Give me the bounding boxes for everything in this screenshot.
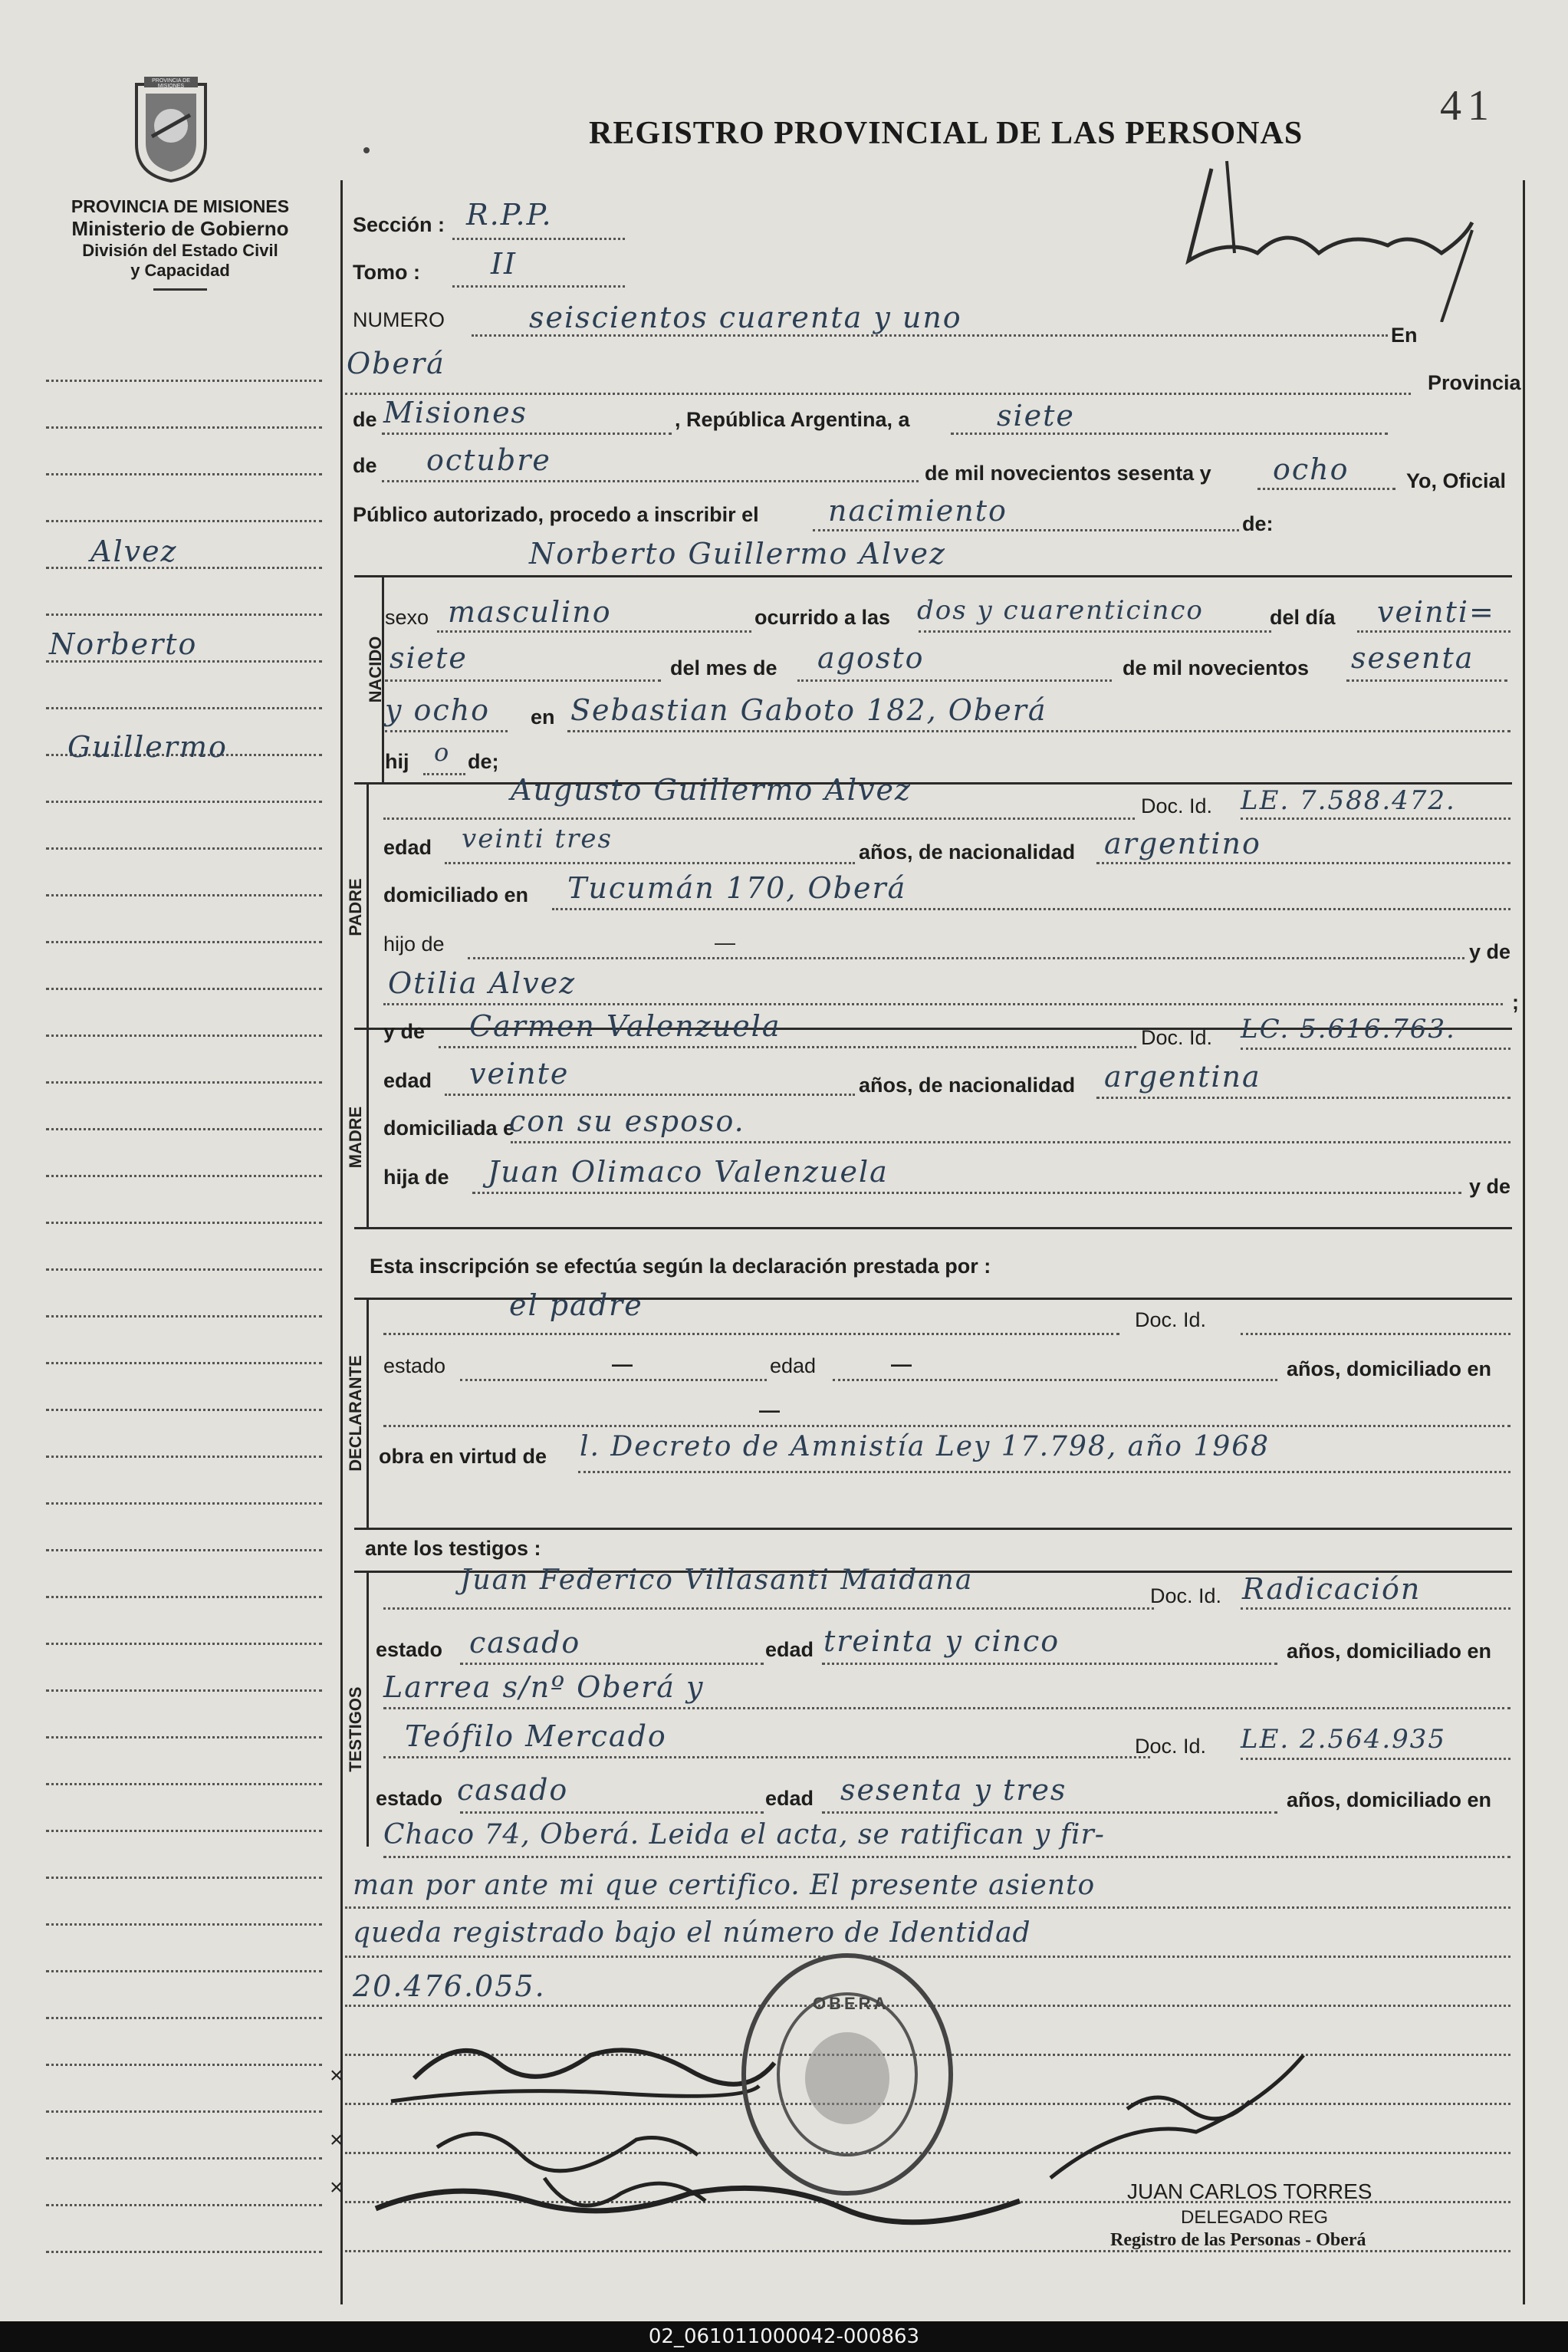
closing-line-1: Chaco 74, Oberá. Leida el acta, se ratifican y fir- [383, 1819, 1105, 1850]
division-name: División del Estado Civil [82, 241, 278, 260]
section-label-nacido: NACIDO [366, 636, 385, 703]
label-yo-oficial: Yo, Oficial [1406, 469, 1507, 492]
label-de-provincia: de [353, 408, 377, 431]
value-obra: l. Decreto de Amnistía Ley 17.798, año 1968 [580, 1431, 1271, 1462]
value-declarante: el padre [509, 1288, 643, 1322]
value-mes-nac: agosto [817, 641, 925, 675]
margin-first-name: Norberto [49, 627, 198, 661]
label-padre-hijo-de: hijo de [383, 933, 445, 956]
closing-line-2: man por ante mi que certifico. El presente asiento [353, 1870, 1096, 1901]
value-anio-nac-a: sesenta [1351, 641, 1474, 675]
value-testigo1-doc: Radicación [1242, 1572, 1422, 1606]
label-testigo2-edad: edad [765, 1787, 814, 1810]
value-anio: ocho [1273, 452, 1349, 486]
label-ocurrido: ocurrido a las [754, 606, 891, 629]
value-madre-doc: LC. 5.616.763. [1241, 1014, 1456, 1044]
value-mes: octubre [426, 443, 551, 477]
value-padre-nombre: Augusto Guillermo Alvez [511, 773, 912, 807]
label-sexo: sexo [385, 606, 429, 629]
label-decl-estado: estado [383, 1354, 446, 1377]
label-seccion: Sección : [353, 213, 445, 236]
label-mil-novecientos: de mil novecientos sesenta y [925, 462, 1211, 485]
official-role: DELEGADO REG [1181, 2207, 1329, 2228]
margin-middle-name: Guillermo [67, 730, 228, 764]
label-decl-anos-dom: años, domiciliado en [1287, 1357, 1492, 1380]
value-nombre: Norberto Guillermo Alvez [529, 537, 947, 571]
ministry-name: Ministerio de Gobierno [71, 217, 289, 240]
label-republica: , República Argentina, a [675, 408, 910, 431]
value-madre-edad: veinte [469, 1057, 570, 1090]
value-decl-edad: — [891, 1353, 912, 1376]
header-rule [153, 288, 207, 291]
value-dia-nac-b: siete [390, 641, 468, 675]
section-top-nacido [354, 575, 1512, 577]
label-obra: obra en virtud de [379, 1445, 547, 1468]
division-name-2: y Capacidad [130, 261, 230, 280]
closing-line-4: 20.476.055. [353, 1969, 546, 2003]
province-header [31, 196, 330, 291]
value-testigo2: Teófilo Mercado [405, 1719, 667, 1753]
label-ante-testigos: ante los testigos : [365, 1537, 541, 1560]
label-padre-dom: domiciliado en [383, 883, 529, 906]
value-testigo2-doc: LE. 2.564.935 [1241, 1724, 1447, 1755]
label-testigo1-edad: edad [765, 1638, 814, 1661]
label-de-mes: de [353, 454, 377, 477]
label-hij: hij [385, 750, 409, 773]
value-dia: siete [997, 399, 1075, 433]
province-name: PROVINCIA DE MISIONES [71, 196, 290, 216]
official-signature-top [1135, 146, 1487, 322]
official-name: JUAN CARLOS TORRES [1127, 2179, 1372, 2203]
label-madre-anos: años, de nacionalidad [859, 1074, 1076, 1097]
label-madre-edad: edad [383, 1069, 432, 1092]
value-padre-dom: Tucumán 170, Oberá [567, 871, 907, 905]
label-testigo2-estado: estado [376, 1787, 443, 1810]
label-testigo1-estado: estado [376, 1638, 443, 1661]
value-anio-nac-b: y ocho [385, 693, 491, 727]
label-de-semi: de; [468, 750, 499, 773]
label-madre-y-de: y de [383, 1020, 426, 1043]
value-provincia: Misiones [383, 396, 528, 429]
document-title: REGISTRO PROVINCIAL DE LAS PERSONAS [589, 116, 1303, 151]
value-padre-hijo-de: — [715, 931, 735, 954]
label-padre-edad: edad [383, 836, 432, 859]
value-testigo1-dom: Larrea s/nº Oberá y [383, 1670, 705, 1704]
value-madre-hija-de: Juan Olimaco Valenzuela [488, 1155, 889, 1189]
label-testigo1-doc: Doc. Id. [1150, 1584, 1222, 1607]
signature-mark-2: × [330, 2127, 344, 2153]
section-top-inscripcion [354, 1227, 1512, 1229]
dot-mark [363, 147, 370, 153]
stamp-text: OBERA [813, 1994, 889, 2013]
value-padre-edad: veinti tres [462, 824, 613, 854]
section-label-declarante: DECLARANTE [346, 1355, 365, 1472]
closing-line-3: queda registrado bajo el número de Identidad [353, 1917, 1031, 1949]
label-madre-hija-de: hija de [383, 1166, 449, 1189]
value-numero: seiscientos cuarenta y uno [529, 301, 962, 334]
official-office: Registro de las Personas - Oberá [1110, 2230, 1366, 2250]
label-publico: Público autorizado, procedo a inscribir el [353, 503, 759, 526]
signature-mark-1: × [330, 2063, 344, 2088]
section-top-testigos [354, 1528, 1512, 1530]
label-madre-doc: Doc. Id. [1141, 1026, 1213, 1049]
value-madre-nac: argentina [1104, 1060, 1261, 1094]
value-padre-nac: argentino [1104, 827, 1261, 860]
label-inscripcion: Esta inscripción se efectúa según la declaración prestada por : [370, 1255, 991, 1278]
label-testigo2-doc: Doc. Id. [1135, 1735, 1207, 1758]
label-testigo2-anos-dom: años, domiciliado en [1287, 1788, 1492, 1811]
label-padre-doc: Doc. Id. [1141, 794, 1213, 817]
label-padre-anos: años, de nacionalidad [859, 840, 1076, 863]
section-label-madre: MADRE [346, 1106, 365, 1169]
value-testigo2-edad: sesenta y tres [840, 1773, 1067, 1807]
value-lugar-nac: Sebastian Gaboto 182, Oberá [570, 693, 1047, 727]
value-testigo2-estado: casado [457, 1773, 569, 1807]
official-signature [1035, 2025, 1357, 2193]
margin-surname: Alvez [90, 535, 178, 568]
value-ciudad: Oberá [347, 347, 445, 380]
value-madre-nombre: Carmen Valenzuela [469, 1009, 781, 1043]
value-abuela-paterna: Otilia Alvez [388, 966, 577, 1000]
label-padre-y-de: y de [1469, 940, 1511, 963]
value-madre-dom: con su esposo. [509, 1104, 745, 1138]
label-mil-novecientos-2: de mil novecientos [1123, 656, 1310, 679]
value-dia-nac-a: veinti= [1377, 595, 1495, 629]
value-testigo1-edad: treinta y cinco [823, 1624, 1060, 1658]
emblem-text: PROVINCIA DE MISIONES [152, 78, 190, 89]
label-semicolon: ; [1512, 991, 1519, 1014]
value-tomo: II [491, 247, 518, 281]
margin-separator [340, 180, 343, 2304]
image-footer-id: 02_061011000042-000863 [0, 2321, 1568, 2352]
label-madre-dom: domiciliada e [383, 1117, 515, 1140]
section-label-padre: PADRE [346, 878, 365, 936]
label-madre-y-de: y de [1469, 1175, 1511, 1198]
value-decl-dom: — [759, 1399, 780, 1422]
label-tomo: Tomo : [353, 261, 420, 284]
value-testigo1-estado: casado [469, 1626, 581, 1660]
value-seccion: R.P.P. [466, 198, 553, 232]
right-border [1523, 180, 1525, 2304]
value-hora: dos y cuarenticinco [917, 595, 1204, 626]
label-provincia: Provincia [1428, 371, 1521, 394]
label-del-mes: del mes de [670, 656, 777, 679]
section-label-testigos: TESTIGOS [346, 1686, 365, 1772]
official-stamp [736, 1948, 958, 2201]
label-testigo1-anos-dom: años, domiciliado en [1287, 1640, 1492, 1663]
value-decl-estado: — [612, 1353, 633, 1376]
signature-mark-3: × [330, 2175, 344, 2200]
value-testigo1: Juan Federico Villasanti Maidana [460, 1564, 974, 1596]
label-en-lugar: en [531, 706, 555, 729]
page-number: 41 [1440, 82, 1495, 130]
value-acto: nacimiento [828, 494, 1008, 528]
value-padre-doc: LE. 7.588.472. [1241, 785, 1456, 816]
label-numero: NUMERO [353, 308, 445, 331]
label-decl-doc: Doc. Id. [1135, 1308, 1207, 1331]
coat-of-arms-emblem [129, 75, 213, 183]
label-del-dia: del día [1270, 606, 1336, 629]
value-hijo-suffix: o [434, 738, 451, 767]
value-sexo: masculino [448, 595, 612, 629]
label-de-colon: de: [1242, 512, 1274, 535]
label-en: En [1391, 324, 1418, 347]
label-decl-edad: edad [770, 1354, 817, 1377]
